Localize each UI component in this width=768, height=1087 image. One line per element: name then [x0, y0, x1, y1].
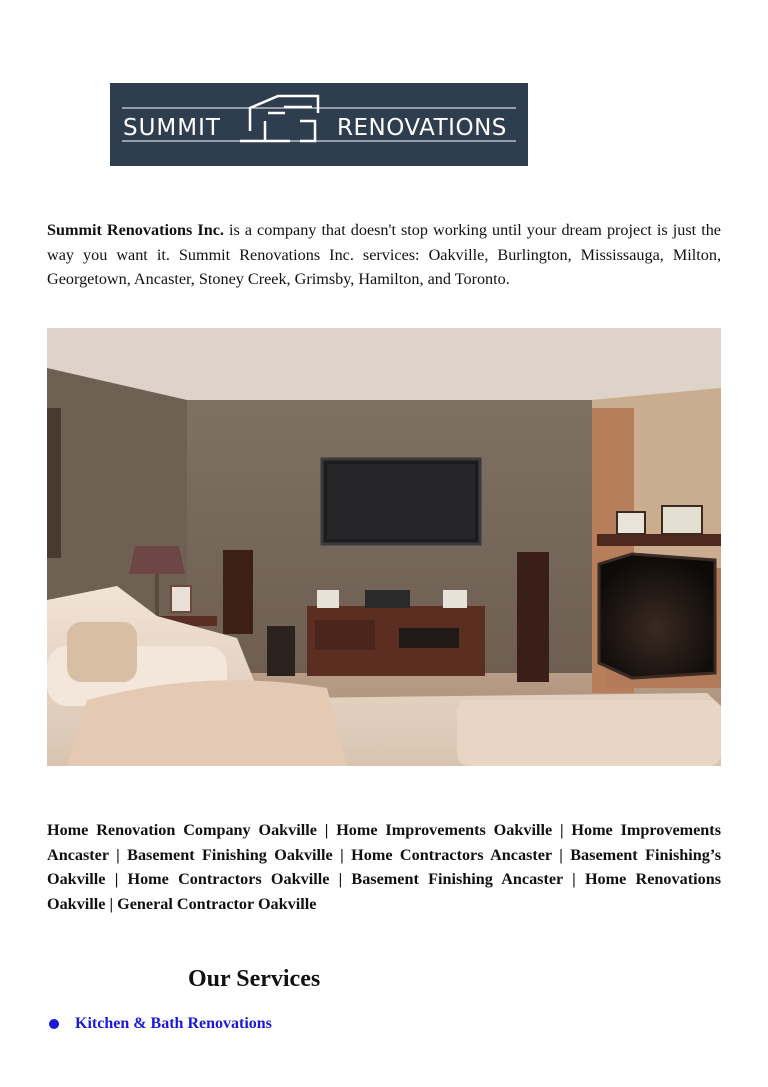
house-icon — [240, 96, 318, 141]
intro-paragraph — [47, 218, 721, 292]
logo-right-word: RENOVATIONS — [337, 115, 507, 141]
summit-renovations-logo — [110, 83, 528, 166]
bullet-icon — [49, 1019, 59, 1029]
service-item-kitchen-bath[interactable] — [47, 1011, 272, 1037]
basement-living-room-photo — [47, 328, 721, 766]
logo-left-word: SUMMIT — [123, 115, 221, 141]
company-name: Summit Renovations Inc. — [47, 221, 224, 239]
service-label[interactable]: Kitchen & Bath Renovations — [75, 1015, 272, 1032]
services-list — [47, 1011, 272, 1037]
seo-keywords-paragraph: Home Renovation Company Oakville | Home Improvements Oakville | Home Improvements Ancaster | Basement Finishing Oakville | Home Contractors Ancaster | Basement Finishing’s Oakville | Home Contractors Oakville | Basement Finishing Ancaster | Home Renovations Oakville | General Contractor Oakville — [47, 821, 721, 913]
intro-text: is a company that doesn't stop working until your dream project is just the way you want it. Summit Renovations Inc. services: Oakville, Burlington, Mississauga, Milton, Georgetown, Ancaster, Stoney Creek, Grimsby, Hamilton, and Toronto. — [47, 221, 721, 288]
services-heading: Our Services — [188, 966, 321, 992]
